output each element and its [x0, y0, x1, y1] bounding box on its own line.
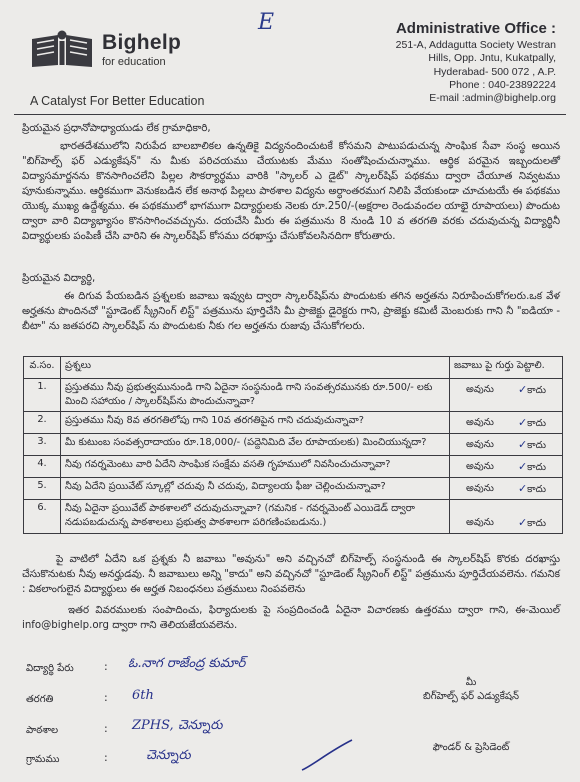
row-question: నీవు ఏదైనా ప్రయివేట్ పాఠశాలలో చదువుచున్నావా? (గమనిక - గవర్నమెంట్ ఎయిడెడ్ ద్వారా నడుపబడుచున్న పాఠశాలలు ప్రభుత్వ పాఠశాలగా పరిగణింపబడును.): [61, 500, 450, 534]
row-question: ప్రస్తుతము నీవు 8వ తరగతిలోపు గాని 10వ తరగతిపైన గాని చదువుచున్నావా?: [61, 412, 450, 434]
yes-option[interactable]: అవును: [466, 439, 494, 450]
checkmark-icon: ✓: [517, 438, 528, 451]
school-label: పాఠశాల: [26, 725, 59, 736]
table-header-row: [24, 357, 563, 379]
signatory-title: ఫౌండర్ & ప్రెసిడెంట్: [432, 742, 510, 753]
yes-option[interactable]: అవును: [466, 384, 494, 395]
checkmark-icon: ✓: [517, 416, 528, 429]
table-row: [24, 412, 563, 434]
yes-option[interactable]: అవును: [466, 461, 494, 472]
table-row: [24, 434, 563, 456]
row-number: 6.: [24, 500, 61, 534]
brand-tagline: A Catalyst For Better Education: [30, 94, 205, 108]
row-question: నీవు గవర్నమెంటు వారి ఏదేని సాంఘిక సంక్షేమ వసతి గృహములో నివసించుచున్నావా?: [61, 456, 450, 478]
class-value[interactable]: 6th: [132, 688, 154, 703]
answer-cell: [450, 500, 563, 534]
no-option-checked[interactable]: ✓కాదు: [517, 460, 546, 473]
office-title: Administrative Office :: [395, 20, 556, 37]
eligibility-table: [23, 356, 563, 534]
signature-block: [396, 676, 546, 704]
intro-paragraph: భారతదేశములోని నిరుపేద బాలబాలికల ఉన్నతికై విద్యనందించుటకే కోసమని పాటుపడుచున్న సాంఘిక సేవా సంస్థ అయిన "బిగ్‌హెల్ప్ ఫర్ ఎడ్యుకేషన్" ను మీకు పరిచయము చేయుటకు మేము సంతోషించుచున్నాము. ఆర్థిక పరమైన ఇబ్బందులతో విద్యాసమార్జనను కొనసాగించలేని పిల్లల సౌకర్యార్థము వారికి "స్కాలర్ ఎ డైట్" స్కాలర్‌షిప్ పథకము ద్వారా చేయూత నివ్వటము పూనుకున్నాము. ఆర్థికముగా వెనుకబడిన లేక అనాథ పిల్లలు పాఠశాల విద్యను అర్ధాంతరముగ నిలిపి వేయకుండా చూచుటయే ఈ పథకము యొక్క ముఖ్య ఉద్దేశ్యము. ఈ పథకములో భాగముగా విద్యార్ధులకు నెలకు రూ.250/-(అక్షరాల రెండువందల యాభై రూపాయలు) పొందుట ద్వారా వారి విద్యాభ్యాసం కొనసాగించవచ్చును. దయచేసి మీరు ఈ పత్రమును 8 నుండి 10 వ తరగతి వరకు చదువుచున్న విద్యార్థినీ విద్యార్థులకు పంపిణీ చేసి వారిని ఈ స్కాలర్‌షిప్ కోసము దరఖాస్తు చేసుకోవలసినదిగా కోరుతారు.: [22, 141, 560, 242]
village-label: గ్రామము: [26, 754, 60, 765]
school-value[interactable]: ZPHS, చెన్నూరు: [132, 718, 223, 733]
table-row: [24, 379, 563, 412]
no-option-checked[interactable]: ✓కాదు: [517, 416, 546, 429]
checkmark-icon: ✓: [517, 482, 528, 495]
book-person-icon: [30, 29, 94, 69]
row-number: 2.: [24, 412, 61, 434]
checkmark-icon: ✓: [517, 516, 528, 529]
yes-option[interactable]: అవును: [466, 517, 494, 528]
village-value[interactable]: చెన్నూరు: [146, 748, 191, 763]
office-line: Hills, Opp. Jntu, Kukatpally,: [428, 52, 556, 65]
colon: :: [104, 751, 108, 764]
header-no: వ.సం.: [24, 357, 61, 379]
yes-option[interactable]: అవును: [466, 417, 494, 428]
header-divider: [14, 114, 566, 115]
header-question: ప్రశ్నలు: [61, 357, 450, 379]
office-line: Hyderabad- 500 072 , A.P.: [433, 65, 556, 78]
office-email: E-mail :admin@bighelp.org: [429, 92, 556, 105]
colon: :: [104, 691, 108, 704]
answer-cell: [450, 379, 563, 412]
checkmark-icon: ✓: [517, 460, 528, 473]
office-phone: Phone : 040-23892224: [449, 78, 556, 91]
table-row: [24, 478, 563, 500]
no-option-checked[interactable]: ✓కాదు: [517, 438, 546, 451]
yes-option[interactable]: అవును: [466, 483, 494, 494]
colon: :: [104, 722, 108, 735]
row-number: 1.: [24, 379, 61, 412]
name-value[interactable]: ఓ.నాగ రాజేంద్ర కుమార్: [128, 656, 246, 671]
no-option-checked[interactable]: ✓కాదు: [517, 516, 546, 529]
sign-off: మీ: [465, 677, 477, 688]
header-answer: జవాబు పై గుర్తు పెట్టాలి.: [450, 357, 563, 379]
checkmark-icon: ✓: [517, 383, 528, 396]
answer-cell: [450, 456, 563, 478]
no-option-checked[interactable]: ✓కాదు: [517, 482, 546, 495]
row-question: నీవు ఏదేని ప్రయివేట్ స్కూల్లో చదువు నీ చదువు, విద్యాలయ ఫీజు చెల్లించుచున్నావా?: [61, 478, 450, 500]
brand-subtitle: for education: [102, 56, 166, 68]
eligibility-note: పై వాటిలో ఏదేని ఒక ప్రశ్నకు నీ జవాబు "అవును" అని వచ్చినచో బిగ్‌హెల్ప్ సంస్థనుండి ఈ స్కాలర్‌షిప్ కొరకు దరఖాస్తు చేసుకొనుటకు నీవు అనర్హుడవు. నీ జవాబులు అన్ని "కాదు" అని వచ్చినచో "స్టూడెంట్ స్క్రీనింగ్ లిస్ట్" పత్రమును పూర్తిచేయవలెను. గమనిక : వికలాంగులైన విద్యార్థులు ఈ అర్హత నిబంధనలు పత్రములు నింపవలెను: [22, 554, 560, 595]
handwritten-annotation: E: [258, 10, 275, 35]
class-label: తరగతి: [26, 694, 54, 705]
row-number: 5.: [24, 478, 61, 500]
row-number: 3.: [24, 434, 61, 456]
brand-name: Bighelp: [102, 31, 182, 54]
pen-stroke-mark: [298, 736, 358, 776]
student-salutation: ప్రియమైన విద్యార్థి,: [22, 273, 96, 284]
salutation: ప్రియమైన ప్రధానోపాధ్యాయుడు లేక గ్రామాధికారి,: [22, 123, 211, 134]
instructions-paragraph: ఈ దిగువ పేయబడిన ప్రశ్నలకు జవాబు ఇవ్వుట ద్వారా స్కాలర్‌షిప్‌ను పొందుటకు తగిన అర్హతను నిరూపించుకోగలరు.ఒక వేళ అర్హతను పొందినచో "స్టూడెంట్ స్క్రీనింగ్ లిస్ట్" పత్రమును పూర్తిచేసి మీ ప్రాజెక్టు డైరెక్టరు గాని, ప్రాజెక్టు కమిటీ మెంబరుకు గాని నీ "ఐడియా - బీటా" ను జతపరచి స్కాలర్‌షిప్ ను పొందుటకు నీకు గల అర్హతను రుజువు చేసుకోగలరు.: [22, 291, 560, 332]
table-row: [24, 456, 563, 478]
organisation-name: బిగ్‌హెల్ప్ ఫర్ ఎడ్యుకేషన్: [422, 691, 520, 702]
answer-cell: [450, 434, 563, 456]
contact-note: ఇతర వివరములకు సంపాదించు, ఫిర్యాదులకు పై సంప్రదించండి ఏదైనా విచారణకు ఉత్తరము ద్వారా గాని, ఈ-మెయిల్ info@bighelp.org ద్వారా గాని తెలియజేయవలెను.: [22, 605, 560, 631]
office-line: 251-A, Addagutta Society Westran: [395, 39, 556, 51]
table-row: [24, 500, 563, 534]
row-question: మీ కుటుంబ సంవత్సరాదాయం రూ.18,000/- (పద్దెనిమిది వేల రూపాయలకు) మించియున్నదా?: [61, 434, 450, 456]
row-question: ప్రస్తుతము నీవు ప్రభుత్వమునుండి గాని ఏదైనా సంస్థనుండి గాని సంవత్సరమునకు రూ.500/- లకు మించి సహాయం / స్కాలర్‌షిప్‌ను పొందుచున్నావా?: [61, 379, 450, 412]
colon: :: [104, 660, 108, 673]
office-address: [396, 20, 556, 105]
answer-cell: [450, 478, 563, 500]
name-label: విద్యార్థి పేరు: [26, 663, 74, 674]
answer-cell: [450, 412, 563, 434]
bighelp-logo: [30, 25, 182, 75]
no-option-checked[interactable]: ✓కాదు: [517, 383, 546, 396]
row-number: 4.: [24, 456, 61, 478]
